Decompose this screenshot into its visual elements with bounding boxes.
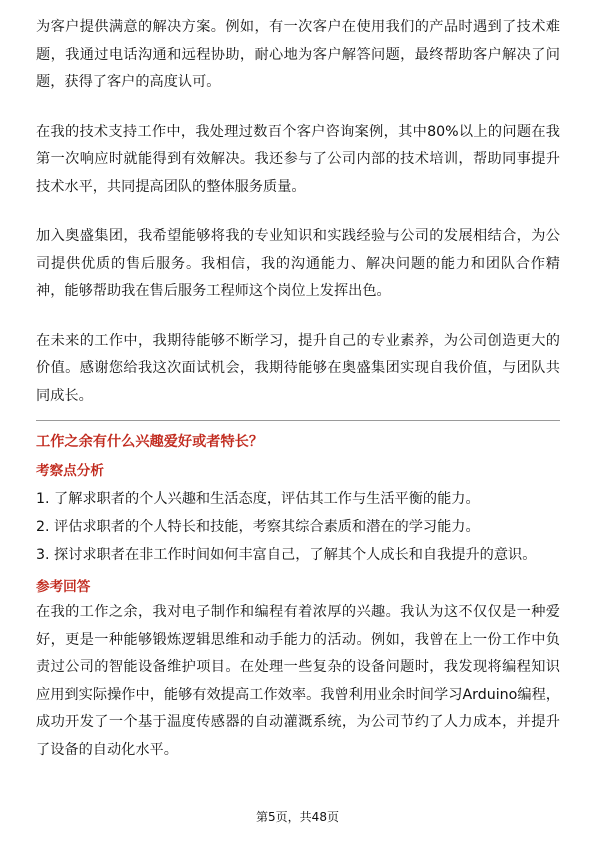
analysis-item: 2. 评估求职者的个人特长和技能，考察其综合素质和潜在的学习能力。: [36, 519, 480, 535]
analysis-heading: 考察点分析: [36, 463, 104, 479]
reference-answer-text: 在我的工作之余，我对电子制作和编程有着浓厚的兴趣。我认为这不仅仅是一种爱好，更是一种能够锻炼逻辑思维和动手能力的活动。例如，我曾在上一份工作中负责过公司的智能设备维护项目。在处理一些复杂的设备问题时，我发现将编程知识应用到实际操作中，能够有效提高工作效率。我曾利用业余时间学习Arduino编程，成功开发了一个基于温度传感器的自动灌溉系统，为公司节约了人力成本，并提升了设备的自动化水平。: [36, 604, 560, 758]
body-paragraph: 在我的技术支持工作中，我处理过数百个客户咨询案例，其中80%以上的问题在我第一次响应时就能得到有效解决。我还参与了公司内部的技术培训，帮助同事提升技术水平，共同提高团队的整体服务质量。: [36, 123, 560, 195]
body-paragraph: 加入奥盛集团，我希望能够将我的专业知识和实践经验与公司的发展相结合，为公司提供优质的售后服务。我相信，我的沟通能力、解决问题的能力和团队合作精神，能够帮助我在售后服务工程师这个岗位上发挥出色。: [36, 228, 560, 299]
analysis-list: [36, 485, 560, 569]
analysis-item: 1. 了解求职者的个人兴趣和生活态度，评估其工作与生活平衡的能力。: [36, 491, 480, 507]
document-page: [36, 14, 560, 764]
reference-answer-heading: 参考回答: [36, 579, 91, 595]
body-paragraph: 在未来的工作中，我期待能够不断学习，提升自己的专业素养，为公司创造更大的价值。感谢您给我这次面试机会，我期待能够在奥盛集团实现自我价值，与团队共同成长。: [36, 332, 560, 404]
interview-question: 工作之余有什么兴趣爱好或者特长？: [36, 434, 264, 450]
analysis-item: 3. 探讨求职者在非工作时间如何丰富自己，了解其个人成长和自我提升的意识。: [36, 547, 537, 563]
body-paragraph: 为客户提供满意的解决方案。例如，有一次客户在使用我们的产品时遇到了技术难题，我通过电话沟通和远程协助，耐心地为客户解答问题，最终帮助客户解决了问题，获得了客户的高度认可。: [36, 19, 560, 90]
section-divider: [36, 420, 560, 421]
page-number: 第5页，共48页: [256, 810, 339, 824]
